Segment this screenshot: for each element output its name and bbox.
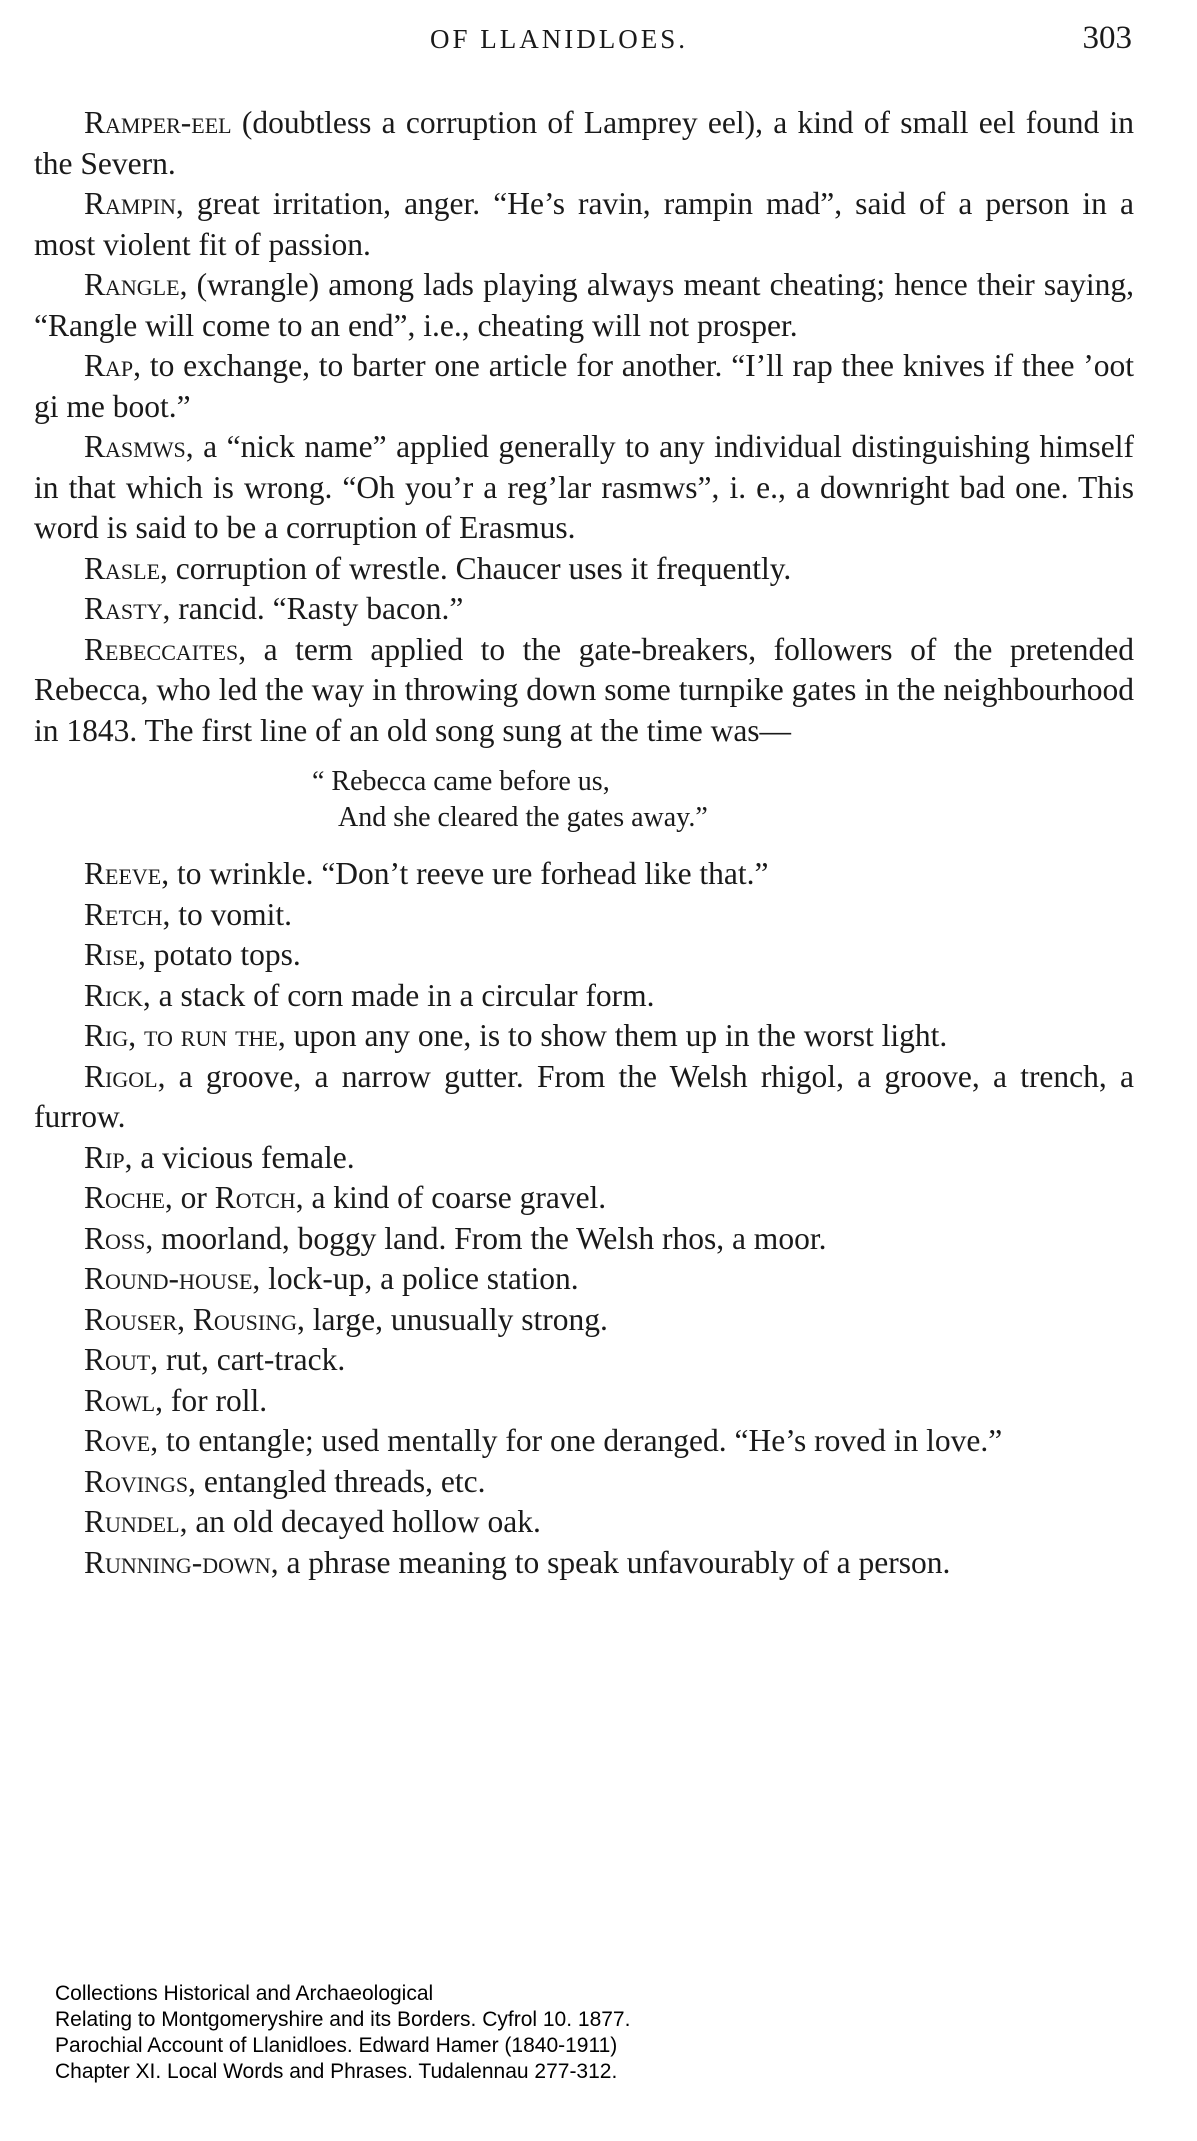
definition: (doubtless a corruption of Lamprey eel), a kind of small eel found in the Severn. bbox=[34, 105, 1134, 181]
headword: Rout bbox=[84, 1342, 151, 1377]
definition: , bbox=[177, 1301, 193, 1337]
entry-roche bbox=[34, 1178, 1134, 1219]
definition: , a kind of coarse gravel. bbox=[295, 1180, 607, 1215]
entry-rovings bbox=[34, 1462, 1134, 1503]
headword: Rouser bbox=[84, 1301, 178, 1337]
entry-rove bbox=[34, 1421, 1134, 1462]
headword: Running-down bbox=[84, 1544, 271, 1580]
entry-rebeccaites bbox=[34, 630, 1134, 752]
definition: , lock-up, a police station. bbox=[252, 1261, 579, 1296]
headword: Rebeccaites bbox=[84, 631, 239, 667]
entry-ramper-eel bbox=[34, 103, 1134, 184]
citation-line: Parochial Account of Llanidloes. Edward Hamer (1840-1911) bbox=[55, 2034, 618, 2057]
entry-rick bbox=[34, 976, 1134, 1017]
definition: , entangled threads, etc. bbox=[188, 1463, 486, 1499]
definition: , to vomit. bbox=[162, 896, 292, 932]
headword: Round-house bbox=[84, 1261, 253, 1296]
entry-rap bbox=[34, 346, 1134, 427]
entry-retch bbox=[34, 895, 1134, 936]
citation-line: Relating to Montgomeryshire and its Borders. Cyfrol 10. 1877. bbox=[55, 2008, 631, 2031]
definition: , an old decayed hollow oak. bbox=[179, 1504, 541, 1539]
entry-rouser bbox=[34, 1300, 1134, 1341]
headword: Rotch bbox=[214, 1180, 296, 1215]
definition: , a term applied to the gate-breakers, followers of the pretended Rebecca, who led the way in throwing down some turnpike gates in the neighbourhood in 1843. The first line of an old song sung at the time was— bbox=[34, 631, 1134, 748]
entry-rise bbox=[34, 935, 1134, 976]
definition: , upon any one, is to show them up in the worst light. bbox=[277, 1018, 948, 1053]
definition: , rancid. “Rasty bacon.” bbox=[162, 591, 464, 626]
song-quotation bbox=[34, 764, 1134, 836]
entry-round-house bbox=[34, 1259, 1134, 1300]
headword: Rise bbox=[84, 937, 139, 972]
definition: , large, unusually strong. bbox=[297, 1301, 608, 1337]
entry-rampin bbox=[34, 184, 1134, 265]
headword: Retch bbox=[84, 896, 163, 932]
definition: , a groove, a narrow gutter. From the Welsh rhigol, a groove, a trench, a furrow. bbox=[34, 1058, 1134, 1134]
headword: Ross bbox=[84, 1220, 146, 1256]
headword: Rundel bbox=[84, 1504, 180, 1539]
entry-ross bbox=[34, 1219, 1134, 1260]
entry-rangle bbox=[34, 265, 1134, 346]
headword: Rig, to run the bbox=[84, 1018, 278, 1053]
headword: Rampin bbox=[84, 186, 176, 221]
entry-rasmws bbox=[34, 427, 1134, 549]
entry-running-down bbox=[34, 1543, 1134, 1584]
headword: Rip bbox=[84, 1139, 125, 1175]
page-number: 303 bbox=[1082, 20, 1132, 56]
headword: Rap bbox=[84, 348, 134, 383]
entry-rasle bbox=[34, 549, 1134, 590]
headword: Rick bbox=[84, 977, 143, 1013]
definition: , a vicious female. bbox=[124, 1139, 355, 1175]
definition: , corruption of wrestle. Chaucer uses it frequently. bbox=[160, 550, 792, 586]
definition: , to wrinkle. “Don’t reeve ure forhead like that.” bbox=[161, 856, 769, 891]
headword: Rasle bbox=[84, 550, 161, 586]
definition: , to exchange, to barter one article for another. “I’ll rap thee knives if thee ’oot gi me boot.” bbox=[34, 348, 1134, 424]
definition: , a stack of corn made in a circular form. bbox=[142, 977, 655, 1013]
definition: , or bbox=[164, 1180, 215, 1215]
headword: Rasty bbox=[84, 591, 163, 626]
song-line: And she cleared the gates away.” bbox=[338, 802, 708, 833]
definition: , to entangle; used mentally for one deranged. “He’s roved in love.” bbox=[150, 1423, 1003, 1458]
headword: Rowl bbox=[84, 1382, 156, 1418]
citation-line: Collections Historical and Archaeological bbox=[55, 1982, 434, 2005]
headword: Ramper-eel bbox=[84, 105, 232, 140]
definition: , rut, cart-track. bbox=[150, 1342, 346, 1377]
headword: Rigol bbox=[84, 1058, 158, 1094]
citation-line: Chapter XI. Local Words and Phrases. Tudalennau 277-312. bbox=[55, 2060, 618, 2083]
entry-rig bbox=[34, 1016, 1134, 1057]
entry-rasty bbox=[34, 589, 1134, 630]
definition: , for roll. bbox=[155, 1382, 268, 1418]
headword: Rovings bbox=[84, 1463, 189, 1499]
headword: Rousing bbox=[192, 1301, 298, 1337]
definition: , moorland, boggy land. From the Welsh rhos, a moor. bbox=[145, 1220, 827, 1256]
definition: , a “nick name” applied generally to any individual distinguishing himself in that which is wrong. “Oh you’r a reg’lar rasmws”, i. e., a downright bad one. This word is said to be a corruption of Erasmus. bbox=[34, 429, 1134, 545]
definition: , (wrangle) among lads playing always meant cheating; hence their saying, “Rangle will come to an end”, i.e., cheating will not prosper. bbox=[34, 267, 1134, 343]
running-head: OF LLANIDLOES. bbox=[430, 24, 688, 54]
entry-reeve bbox=[34, 854, 1134, 895]
definition: , great irritation, anger. “He’s ravin, rampin mad”, said of a person in a most violent fit of passion. bbox=[34, 186, 1134, 262]
definition: , a phrase meaning to speak unfavourably of a person. bbox=[270, 1544, 951, 1580]
headword: Reeve bbox=[84, 856, 162, 891]
entry-rigol bbox=[34, 1057, 1134, 1138]
entry-rip bbox=[34, 1138, 1134, 1179]
headword: Rangle bbox=[84, 267, 180, 302]
headword: Rove bbox=[84, 1423, 151, 1458]
entry-rowl bbox=[34, 1381, 1134, 1422]
glossary-body bbox=[34, 103, 1134, 1583]
definition: , potato tops. bbox=[138, 937, 301, 972]
song-line: “ Rebecca came before us, bbox=[312, 766, 610, 797]
entry-rout bbox=[34, 1340, 1134, 1381]
entry-rundel bbox=[34, 1502, 1134, 1543]
headword: Roche bbox=[84, 1180, 165, 1215]
headword: Rasmws bbox=[84, 429, 186, 464]
source-citation bbox=[55, 1981, 630, 2085]
